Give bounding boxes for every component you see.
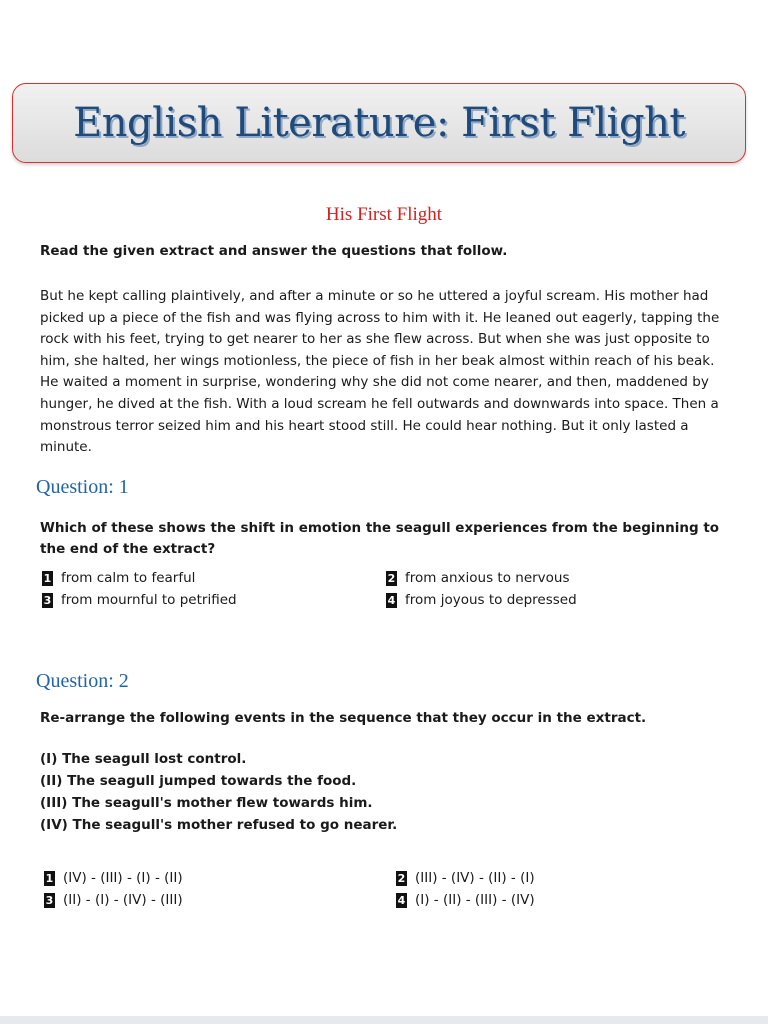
bottom-strip [0,1016,768,1024]
option-label: (I) - (II) - (III) - (IV) [415,892,535,908]
option-label: from joyous to depressed [405,592,577,608]
question-2-heading: Question: 2 [36,670,129,692]
option-number-badge: 3 [43,593,52,607]
option-number-badge: 4 [387,593,396,607]
option-label: (II) - (I) - (IV) - (III) [63,892,183,908]
q2-option-4[interactable] [396,892,535,908]
page-title: English Literature: First Flight [73,100,685,146]
chapter-title: His First Flight [325,204,443,225]
option-number-badge: 4 [397,893,406,907]
event-item: (I) The seagull lost control. [40,751,247,767]
q1-option-1[interactable] [42,570,195,586]
q1-option-2[interactable] [386,570,570,586]
option-label: (IV) - (III) - (I) - (II) [63,870,183,886]
event-item: (II) The seagull jumped towards the food. [40,773,357,789]
q1-option-4[interactable] [386,592,577,608]
option-label: (III) - (IV) - (II) - (I) [415,870,535,886]
instruction-text: Read the given extract and answer the questions that follow. [40,243,508,259]
title-banner [12,83,746,163]
extract-paragraph: But he kept calling plaintively, and after a minute or so he uttered a joyful scream. His mother had picked up a piece of the fish and was flying across to him with it. He leaned out eagerly, tapping the rock with his feet, trying to get nearer to her as she flew across. But when she was just opposite to him, she halted, her wings motionless, the piece of fish in her beak almost within reach of his beak. He waited a moment in surprise, wondering why she did not come nearer, and then, maddened by hunger, he dived at the fish. With a loud scream he fell outwards and downwards into space. Then a monstrous terror seized him and his heart stood still. He could hear nothing. But it only lasted a minute. [40,288,720,456]
option-number-badge: 1 [45,871,54,885]
question-2-text: Re-arrange the following events in the sequence that they occur in the extract. [40,710,647,726]
option-number-badge: 1 [43,571,52,585]
q2-option-2[interactable] [396,870,535,886]
option-label: from mournful to petrified [61,592,237,608]
event-item: (IV) The seagull's mother refused to go nearer. [40,817,398,833]
q2-option-3[interactable] [44,892,183,908]
option-number-badge: 2 [397,871,406,885]
q2-option-1[interactable] [44,870,183,886]
event-item: (III) The seagull's mother flew towards him. [40,795,373,811]
option-number-badge: 3 [45,893,54,907]
question-1-text: Which of these shows the shift in emotion the seagull experiences from the beginning to the end of the extract? [40,520,720,557]
question-1-heading: Question: 1 [36,476,129,498]
option-label: from anxious to nervous [405,570,570,586]
option-label: from calm to fearful [61,570,196,586]
option-number-badge: 2 [387,571,396,585]
q1-option-3[interactable] [42,592,237,608]
